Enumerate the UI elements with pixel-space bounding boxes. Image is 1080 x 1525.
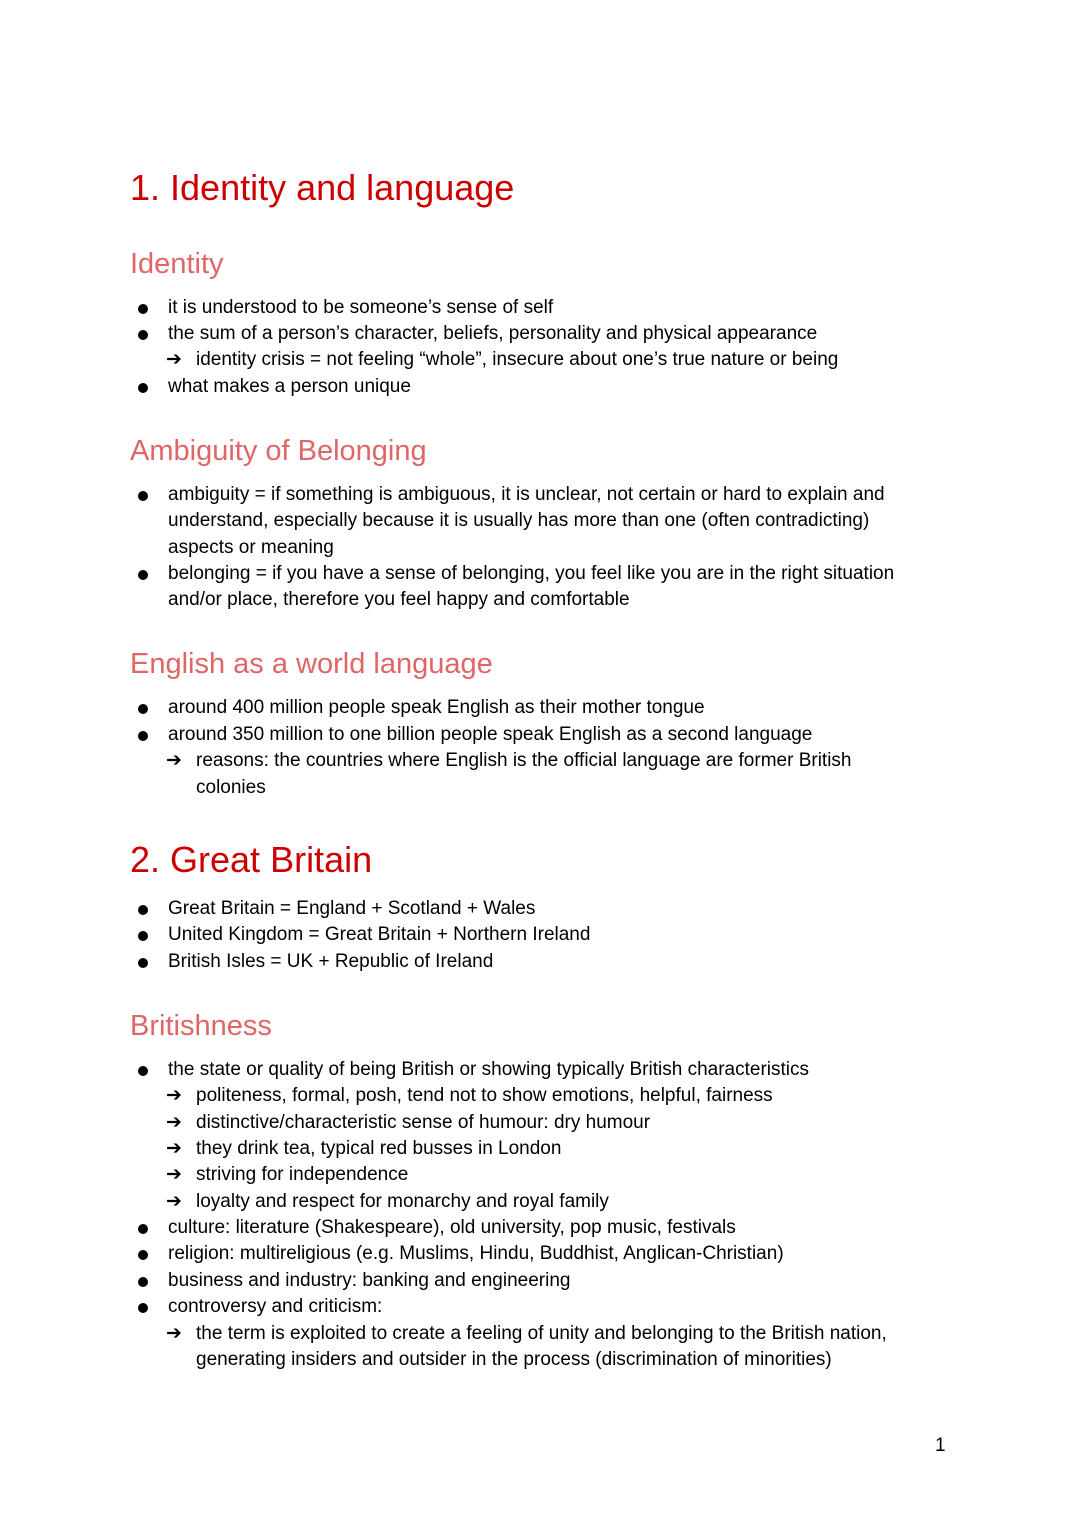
english-item-2: around 350 million to one billion people speak English as a second language: [168, 724, 813, 745]
bullet-dot: [138, 958, 148, 968]
britishness-definition: the state or quality of being British or showing typically British characteristics: [168, 1059, 809, 1080]
arrow-right-icon: ➔: [166, 1085, 182, 1106]
arrow-right-icon: ➔: [166, 1164, 182, 1185]
britishness-item-culture: culture: literature (Shakespeare), old university, pop music, festivals: [168, 1217, 736, 1238]
britishness-item-business: business and industry: banking and engineering: [168, 1270, 571, 1291]
bullet-dot: [138, 731, 148, 741]
bullet-dot: [138, 704, 148, 714]
identity-item-2: the sum of a person’s character, beliefs, personality and physical appearance: [168, 323, 818, 344]
bullet-dot: [138, 570, 148, 580]
arrow-right-icon: ➔: [166, 349, 182, 370]
bullet-dot: [138, 383, 148, 393]
bullet-dot: [138, 304, 148, 314]
identity-item-1: it is understood to be someone’s sense of self: [168, 297, 554, 318]
britishness-trait-2: distinctive/characteristic sense of humour: dry humour: [196, 1112, 651, 1133]
gb-item-3: British Isles = UK + Republic of Ireland: [168, 951, 494, 972]
britishness-heading: Britishness: [130, 1010, 272, 1042]
english-subitem-line-2: colonies: [196, 777, 266, 798]
britishness-item-religion: religion: multireligious (e.g. Muslims, Hindu, Buddhist, Anglican-Christian): [168, 1243, 784, 1264]
bullet-dot: [138, 905, 148, 915]
ambiguity-item-1-line-2: understand, especially because it is usually has more than one (often contradicting): [168, 510, 870, 531]
page-number: 1: [935, 1435, 946, 1456]
bullet-dot: [138, 931, 148, 941]
english-item-1: around 400 million people speak English as their mother tongue: [168, 697, 705, 718]
identity-heading: Identity: [130, 248, 224, 280]
identity-item-3: what makes a person unique: [168, 376, 411, 397]
english-subitem-line-1: reasons: the countries where English is the official language are former British: [196, 750, 852, 771]
bullet-dot: [138, 1250, 148, 1260]
ambiguity-item-1-line-1: ambiguity = if something is ambiguous, it is unclear, not certain or hard to explain and: [168, 484, 885, 505]
britishness-trait-1: politeness, formal, posh, tend not to show emotions, helpful, fairness: [196, 1085, 773, 1106]
section-1-title: 1. Identity and language: [130, 167, 515, 208]
gb-item-1: Great Britain = England + Scotland + Wales: [168, 898, 536, 919]
ambiguity-item-2-line-1: belonging = if you have a sense of belonging, you feel like you are in the right situation: [168, 563, 895, 584]
identity-subitem: identity crisis = not feeling “whole”, insecure about one’s true nature or being: [196, 349, 839, 370]
arrow-right-icon: ➔: [166, 1138, 182, 1159]
ambiguity-heading: Ambiguity of Belonging: [130, 435, 427, 467]
english-heading: English as a world language: [130, 648, 493, 680]
britishness-criticism-line-2: generating insiders and outsider in the process (discrimination of minorities): [196, 1349, 832, 1370]
section-2-title: 2. Great Britain: [130, 839, 373, 880]
bullet-dot: [138, 1066, 148, 1076]
britishness-trait-5: loyalty and respect for monarchy and royal family: [196, 1191, 609, 1212]
arrow-right-icon: ➔: [166, 1191, 182, 1212]
arrow-right-icon: ➔: [166, 1112, 182, 1133]
gb-item-2: United Kingdom = Great Britain + Northern Ireland: [168, 924, 591, 945]
britishness-criticism-line-1: the term is exploited to create a feeling of unity and belonging to the British nation,: [196, 1323, 887, 1344]
arrow-right-icon: ➔: [166, 750, 182, 771]
britishness-trait-4: striving for independence: [196, 1164, 409, 1185]
arrow-right-icon: ➔: [166, 1323, 182, 1344]
ambiguity-item-1-line-3: aspects or meaning: [168, 537, 334, 558]
bullet-dot: [138, 491, 148, 501]
britishness-item-controversy: controversy and criticism:: [168, 1296, 383, 1317]
britishness-trait-3: they drink tea, typical red busses in London: [196, 1138, 562, 1159]
ambiguity-item-2-line-2: and/or place, therefore you feel happy and comfortable: [168, 589, 630, 610]
bullet-dot: [138, 1277, 148, 1287]
bullet-dot: [138, 1224, 148, 1234]
bullet-dot: [138, 330, 148, 340]
bullet-dot: [138, 1303, 148, 1313]
